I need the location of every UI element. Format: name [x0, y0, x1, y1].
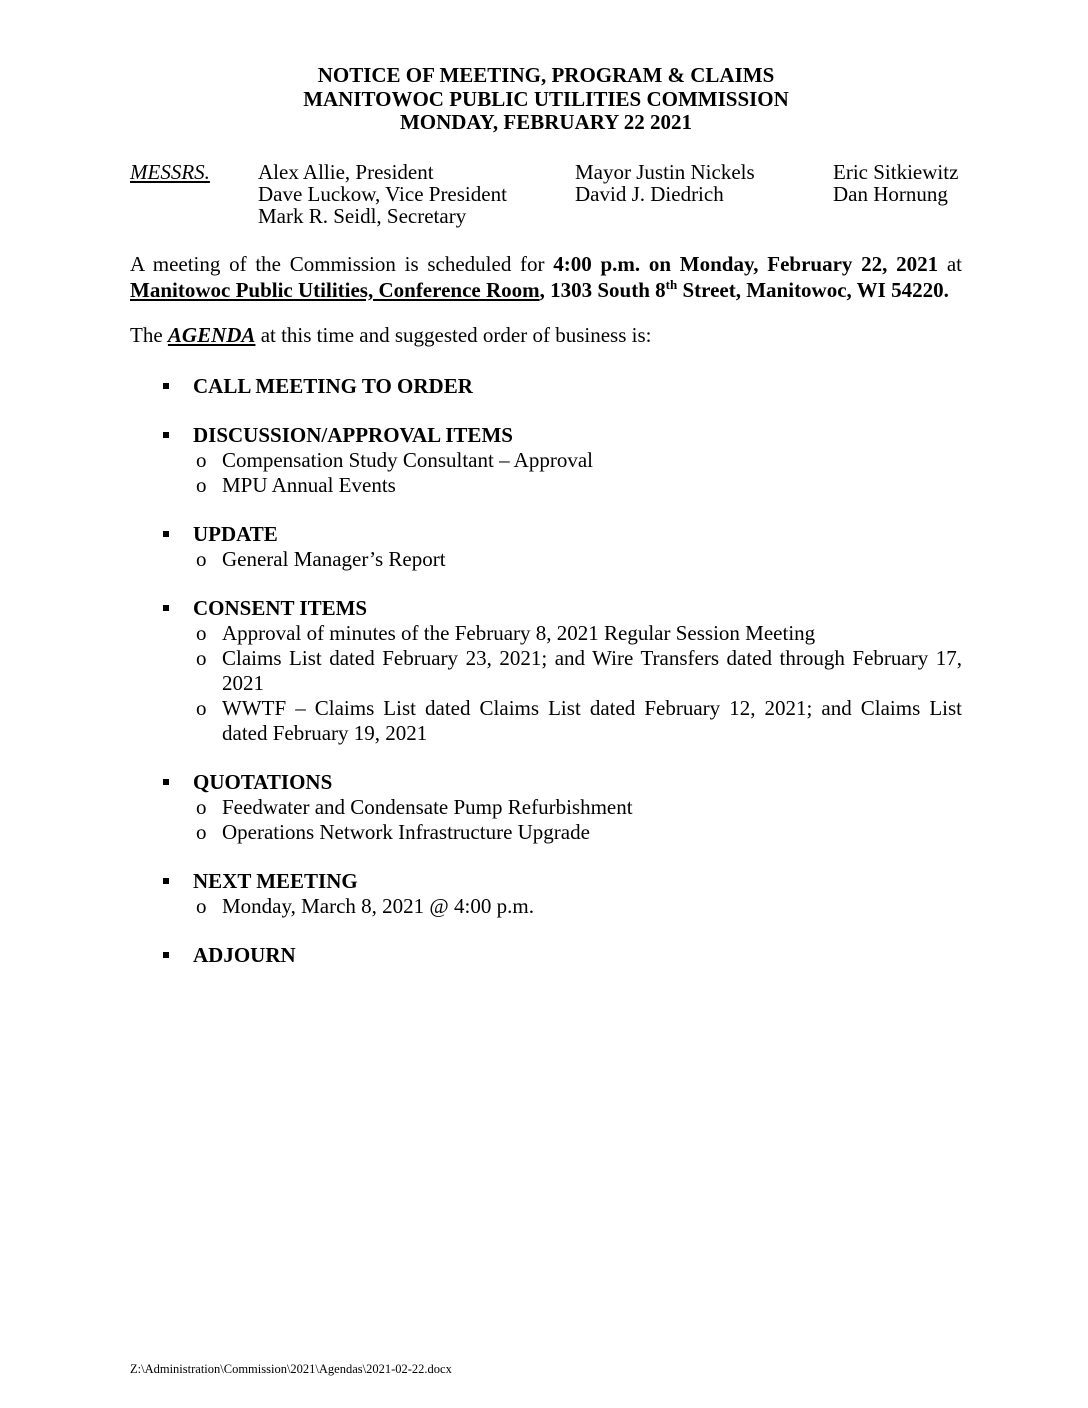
agenda-heading-label: UPDATE	[193, 521, 278, 546]
circle-bullet-icon: o	[196, 893, 207, 918]
agenda-subitem	[130, 448, 962, 473]
agenda-heading-label: CONSENT ITEMS	[193, 595, 368, 620]
agenda-subitem	[130, 894, 962, 919]
agenda-heading	[130, 596, 962, 621]
commissioner-name: Alex Allie, President	[258, 159, 434, 184]
document-file-path: Z:\Administration\Commission\2021\Agendas\2021-02-22.docx	[130, 1362, 452, 1376]
commissioner-name: Dave Luckow, Vice President	[258, 181, 507, 206]
square-bullet-icon	[163, 531, 169, 537]
title-line-commission: MANITOWOC PUBLIC UTILITIES COMMISSION	[303, 86, 789, 111]
agenda-section-call-to-order	[130, 374, 962, 399]
circle-bullet-icon: o	[196, 645, 207, 670]
meeting-text-pre: A meeting of the Commission is scheduled for	[130, 251, 554, 276]
agenda-section-quotations	[130, 770, 962, 845]
agenda-section-update	[130, 522, 962, 572]
agenda-subitem	[130, 646, 962, 696]
agenda-keyword: AGENDA	[167, 322, 256, 347]
agenda-subitem-label: Monday, March 8, 2021 @ 4:00 p.m.	[222, 893, 534, 918]
agenda-heading	[130, 423, 962, 448]
agenda-heading	[130, 943, 962, 968]
agenda-section-adjourn	[130, 943, 962, 968]
agenda-subitem	[130, 696, 962, 746]
agenda-heading	[130, 522, 962, 547]
agenda-subitem-label: Feedwater and Condensate Pump Refurbishment	[222, 794, 633, 819]
agenda-subitem-label: Operations Network Infrastructure Upgrade	[222, 819, 590, 844]
square-bullet-icon	[163, 878, 169, 884]
meeting-datetime: 4:00 p.m. on Monday, February 22, 2021	[553, 251, 939, 276]
commissioner-name: David J. Diedrich	[575, 181, 724, 206]
agenda-subitem	[130, 820, 962, 845]
agenda-subitem-label: General Manager’s Report	[222, 546, 446, 571]
agenda-heading-label: NEXT MEETING	[193, 868, 358, 893]
agenda-intro-pre: The	[130, 322, 168, 347]
agenda-intro-post: at this time and suggested order of business is:	[255, 322, 652, 347]
commissioners-column-2	[575, 161, 833, 227]
commissioner-name: Mark R. Seidl, Secretary	[258, 203, 467, 228]
agenda-subitem	[130, 547, 962, 572]
commissioner-name: Dan Hornung	[833, 181, 948, 206]
agenda-section-consent-items	[130, 596, 962, 746]
square-bullet-icon	[163, 605, 169, 611]
square-bullet-icon	[163, 432, 169, 438]
agenda-heading-label: CALL MEETING TO ORDER	[193, 373, 473, 398]
circle-bullet-icon: o	[196, 472, 207, 497]
commissioners-section	[130, 161, 962, 227]
square-bullet-icon	[163, 779, 169, 785]
circle-bullet-icon: o	[196, 546, 207, 571]
circle-bullet-icon: o	[196, 819, 207, 844]
meeting-address-post: Street, Manitowoc, WI 54220.	[677, 277, 949, 302]
meeting-notice-paragraph	[130, 251, 962, 303]
agenda-heading-label: ADJOURN	[193, 942, 296, 967]
agenda-subitem-label: Compensation Study Consultant – Approval	[222, 447, 593, 472]
agenda-subitem-label: Claims List dated February 23, 2021; and Wire Transfers dated through February 17, 2021	[222, 645, 962, 695]
agenda-list	[130, 374, 962, 968]
agenda-intro-line	[130, 323, 962, 348]
messrs-label: MESSRS.	[130, 159, 210, 184]
circle-bullet-icon: o	[196, 794, 207, 819]
meeting-address-pre: , 1303 South 8	[539, 277, 666, 302]
commissioner-name: Mayor Justin Nickels	[575, 159, 755, 184]
circle-bullet-icon: o	[196, 447, 207, 472]
messrs-label-cell	[130, 161, 258, 227]
document-title	[130, 64, 962, 135]
title-line-date: MONDAY, FEBRUARY 22 2021	[399, 110, 693, 134]
commissioner-name: Eric Sitkiewitz	[833, 159, 959, 184]
agenda-subitem-label: Approval of minutes of the February 8, 2021 Regular Session Meeting	[222, 620, 816, 645]
agenda-heading	[130, 770, 962, 795]
circle-bullet-icon: o	[196, 620, 207, 645]
title-line-notice: NOTICE OF MEETING, PROGRAM & CLAIMS	[317, 63, 775, 87]
agenda-subitem-label: WWTF – Claims List dated Claims List dated February 12, 2021; and Claims List dated February 19, 2021	[222, 695, 962, 745]
square-bullet-icon	[163, 383, 169, 389]
meeting-venue: Manitowoc Public Utilities, Conference Room	[130, 277, 540, 302]
circle-bullet-icon: o	[196, 695, 207, 720]
agenda-subitem	[130, 795, 962, 820]
agenda-section-next-meeting	[130, 869, 962, 919]
meeting-text-mid: at	[938, 251, 963, 276]
agenda-subitem	[130, 473, 962, 498]
commissioners-column-3	[833, 161, 962, 227]
agenda-subitem	[130, 621, 962, 646]
meeting-address-ordinal: th	[665, 276, 678, 292]
agenda-subitem-label: MPU Annual Events	[222, 472, 396, 497]
commissioners-column-1	[258, 161, 575, 227]
agenda-heading	[130, 869, 962, 894]
agenda-heading-label: DISCUSSION/APPROVAL ITEMS	[193, 422, 513, 447]
agenda-heading-label: QUOTATIONS	[193, 769, 333, 794]
square-bullet-icon	[163, 952, 169, 958]
agenda-section-discussion-approval	[130, 423, 962, 498]
agenda-heading	[130, 374, 962, 399]
